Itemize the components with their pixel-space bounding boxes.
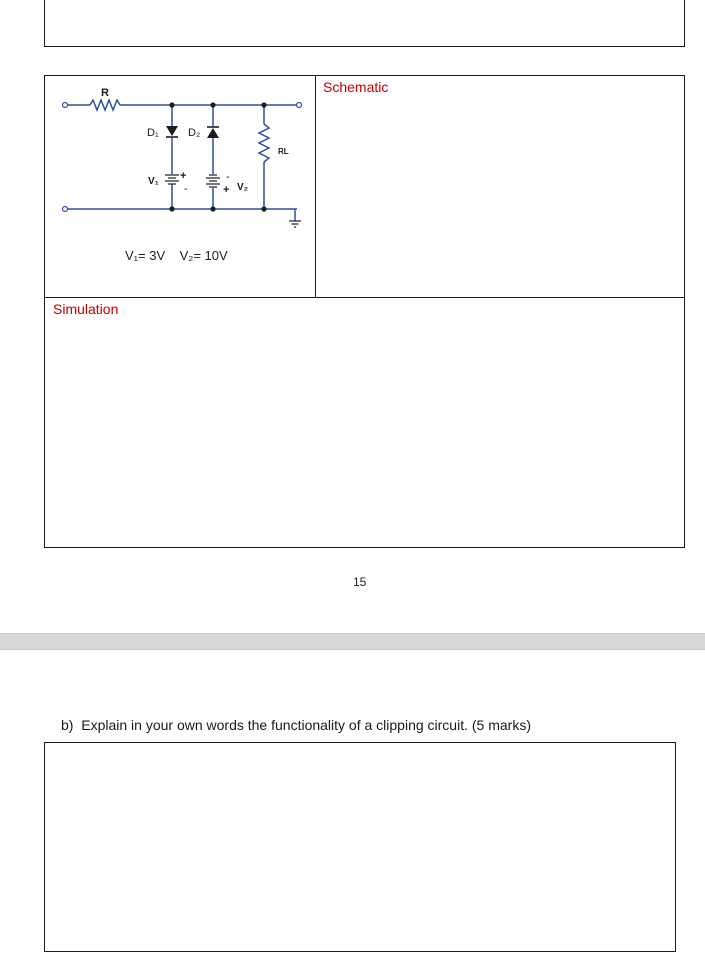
simulation-cell[interactable] [44, 297, 685, 548]
ground-symbol [289, 221, 301, 227]
clipping-circuit-diagram [45, 76, 315, 297]
circuit-cell [44, 75, 316, 298]
page-number: 15 [353, 575, 367, 589]
v1-plus: + [180, 170, 187, 182]
v2-label: V₂ [237, 182, 249, 193]
diode-d1-symbol [166, 126, 178, 137]
v1-label: V₁ [148, 176, 159, 187]
simulation-label: Simulation [53, 301, 119, 317]
battery-v1-symbol [165, 175, 179, 184]
battery-v2-symbol [206, 175, 220, 187]
answer-box-b[interactable] [44, 742, 676, 952]
question-b: b) Explain in your own words the functionality of a clipping circuit. (5 marks) [61, 717, 531, 733]
page-break-gap [0, 633, 705, 650]
schematic-cell[interactable] [315, 75, 685, 298]
rl-label: RL [278, 147, 289, 156]
v2-minus: - [226, 171, 230, 183]
r-label: R [101, 87, 109, 99]
schematic-label: Schematic [323, 79, 389, 95]
v2-plus: + [223, 184, 230, 196]
d1-label: D₁ [147, 127, 159, 139]
v1-minus: - [184, 183, 188, 195]
d2-label: D₂ [188, 127, 201, 139]
source-values: V₁= 3V V₂= 10V [125, 248, 228, 263]
diode-d2-symbol [207, 127, 219, 138]
top-answer-box[interactable] [44, 0, 685, 47]
